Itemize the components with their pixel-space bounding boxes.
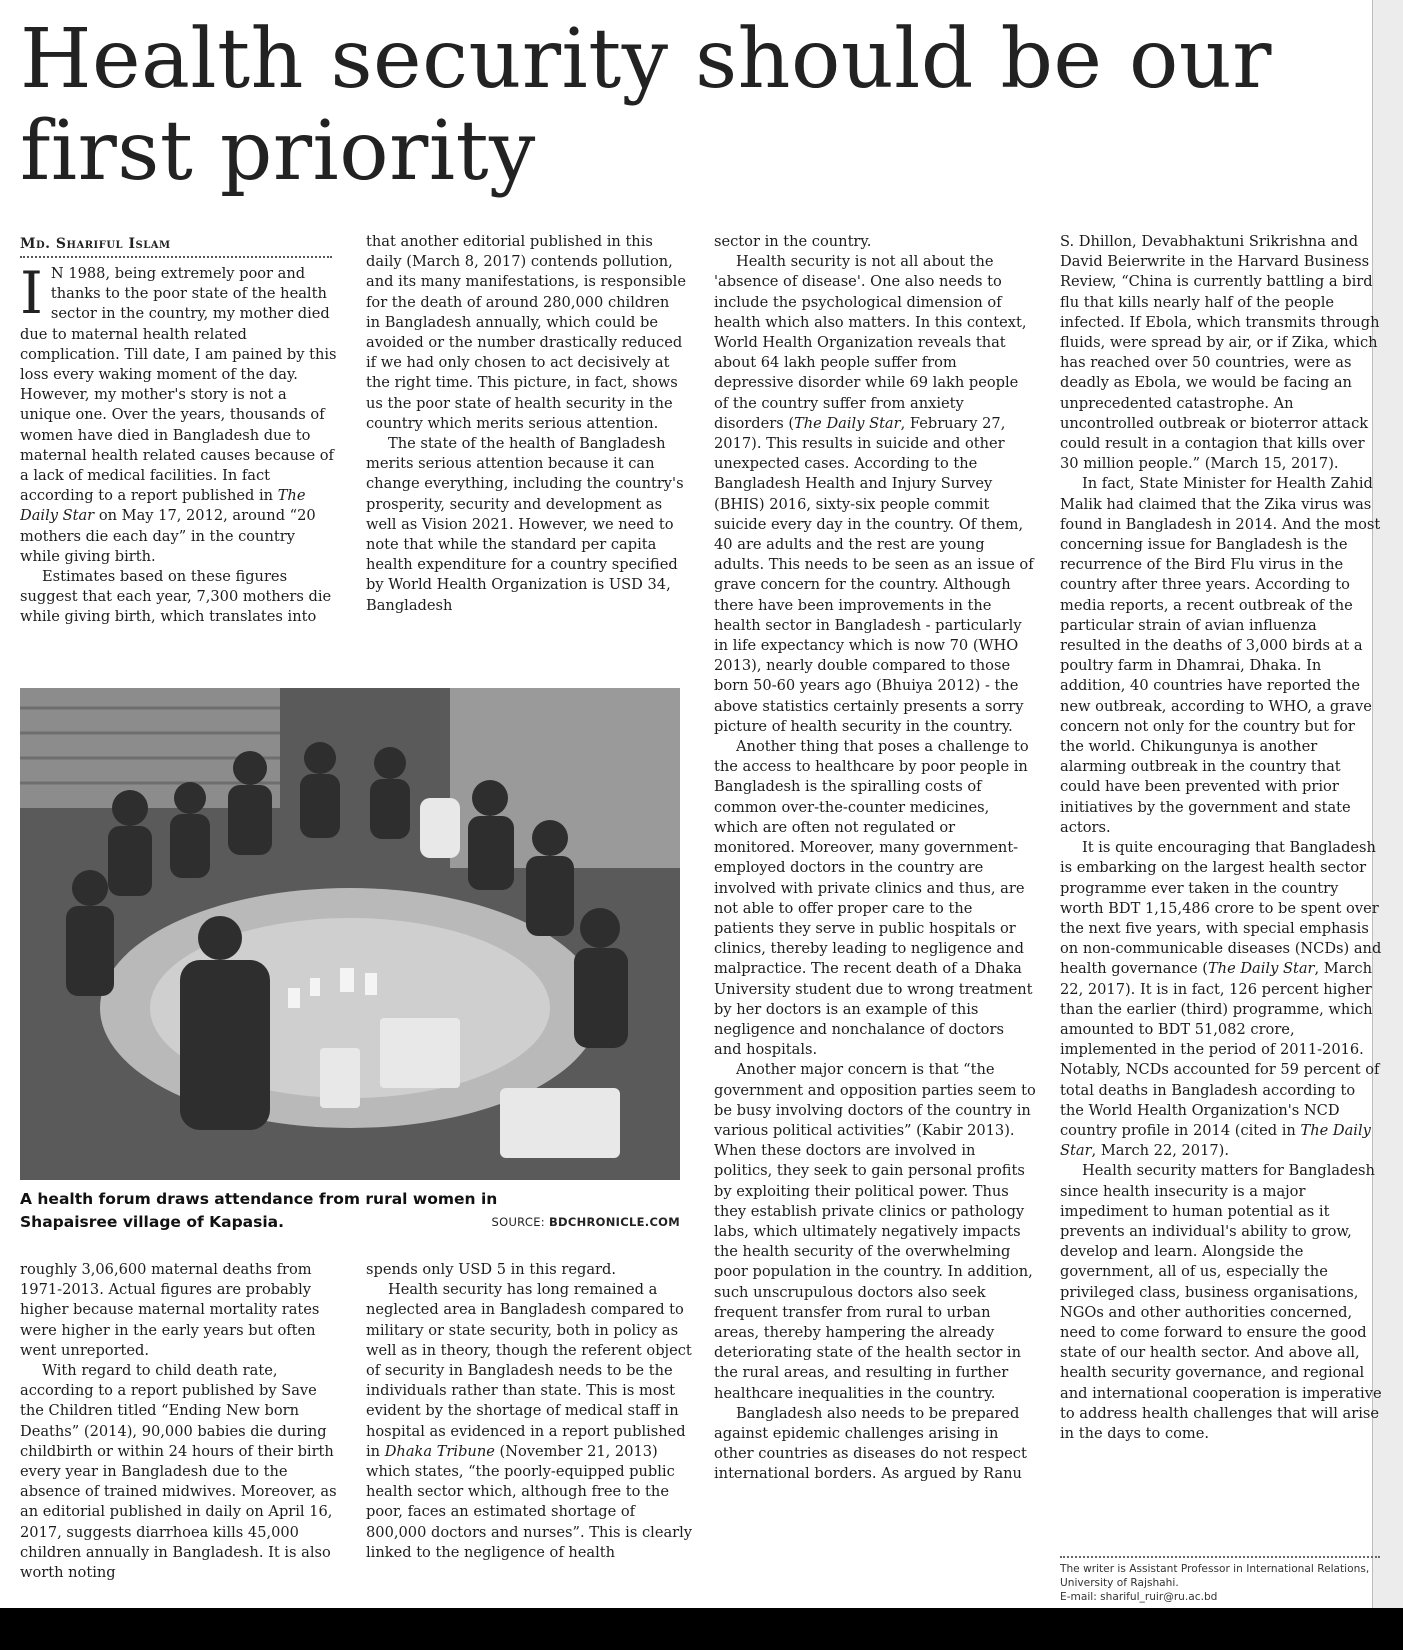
photo-source: SOURCE: BDCHRONICLE.COM [491,1215,680,1229]
author-bio-text: The writer is Assistant Professor in International Relations, University of Rajshahi. [1060,1563,1370,1589]
paragraph: With regard to child death rate, according to a report published by Save the Children titled “Ending New born Deaths” (2014), 90,000 babies die during childbirth or within 24 hours of their birth every year in Bangladesh due to the absence of trained midwives. Moreover, as an editorial published in daily on April 16, 2017, suggests diarrhoea kills 45,000 children annually in Bangladesh. It is also worth noting [20,1362,337,1582]
paragraph: Estimates based on these figures suggest that each year, 7,300 mothers die while giving birth, which translates into [20,568,332,626]
column-2-top [366,232,686,664]
paragraph: S. Dhillon, Devabhaktuni Srikrishna and David Beierwrite in the Harvard Business Review, “China is currently battling a bird flu that kills nearly half of the people infected. If Ebola, which transmits through fluids, were spread by air, or if Zika, which has reached over 50 countries, were as deadly as Ebola, we would be facing an unprecedented catastrophe. An uncontrolled outbreak or bioterror attack could result in a contagion that kills over 30 million people.” (March 15, 2017). [1060,233,1380,473]
byline: Md. Shariful Islam [20,236,332,258]
author-email[interactable]: E-mail: shariful_ruir@ru.ac.bd [1060,1591,1218,1603]
column-1-bottom [20,1260,338,1608]
paragraph: spends only USD 5 in this regard. [366,1261,617,1278]
paragraph: The state of the health of Bangladesh merits serious attention because it can change everything, including the country's prosperity, security and development as well as Vision 2021. However, we need to note that while the standard per capita health expenditure for a country specified by World Health Organization is USD 34, Bangladesh [366,435,684,614]
paragraph: Health security is not all about the 'absence of disease'. One also needs to include the psychological dimension of health which also matters. In this context, World Health Organization reveals that about 64 lakh people suffer from depressive disorder while 69 lakh people of the country suffer from anxiety disorders (The Daily Star, February 27, 2017). This results in suicide and other unexpected cases. According to the Bangladesh Health and Injury Survey (BHIS) 2016, sixty-six people commit suicide every day in the country. Of them, 40 are adults and the rest are young adults. This needs to be seen as an issue of grave concern for the country. Although there have been improvements in the health sector in Bangladesh - particularly in life expectancy which is now 70 (WHO 2013), nearly double compared to those born 50-60 years ago (Bhuiya 2012) - the above statistics certainly presents a sorry picture of health security in the country. [714,253,1034,735]
bottom-bar [0,1608,1403,1650]
paragraph: roughly 3,06,600 maternal deaths from 1971-2013. Actual figures are probably higher because maternal mortality rates were higher in the early years but often went unreported. [20,1261,320,1359]
paragraph: In fact, State Minister for Health Zahid Malik had claimed that the Zika virus was found in Bangladesh in 2014. And the most concerning issue for Bangladesh is the recurrence of the Bird Flu virus in the country after three years. According to media reports, a recent outbreak of the particular strain of avian influenza resulted in the deaths of 3,000 birds at a poultry farm in Dhamrai, Dhaka. In addition, 40 countries have reported the new outbreak, according to WHO, a grave concern not only for the country but for the world. Chikungunya is another alarming outbreak in the country that could have been prevented with prior initiatives by the government and state actors. [1060,475,1381,836]
paragraph: Another thing that poses a challenge to the access to healthcare by poor people in Bangladesh is the spiralling costs of common over-the-counter medicines, which are often not regulated or monitored. Moreover, many government-employed doctors in the country are involved with private clinics and thus, are not able to offer proper care to the patients they serve in public hospitals or clinics, thereby leading to negligence and malpractice. The recent death of a Dhaka University student due to wrong treatment by her doctors is an example of this negligence and nonchalance of doctors and hospitals. [714,738,1033,1059]
column-2-bottom [366,1260,694,1608]
paragraph: Health security has long remained a neglected area in Bangladesh compared to military or state security, both in policy as well as in theory, though the referent object of security in Bangladesh needs to be the individuals rather than state. This is most evident by the shortage of medical staff in hospital as evidenced in a report published in Dhaka Tribune (November 21, 2013) which states, “the poorly-equipped public health sector which, although free to the poor, faces an estimated shortage of 800,000 doctors and nurses”. This is clearly linked to the negligence of health [366,1281,693,1561]
photo-caption: A health forum draws attendance from rural women in Shapaisree village of Kapasia. [20,1190,498,1231]
article-photo [20,688,680,1180]
author-bio [1060,1556,1380,1604]
headline: Health security should be our first priority [20,12,1272,199]
paragraph: Bangladesh also needs to be prepared against epidemic challenges arising in other countries as diseases do not respect international borders. As argued by Ranu [714,1404,1027,1483]
paragraph: Another major concern is that “the government and opposition parties seem to be busy involving doctors of the country in various political activities” (Kabir 2013). When these doctors are involved in politics, they seek to gain personal profits by exploiting their political power. Thus they establish private clinics or pathology labs, which ultimately negatively impacts the health security of the overwhelming poor population in the country. In addition, such unscrupulous doctors also seek frequent transfer from rural to urban areas, thereby hampering the already deteriorating state of the health sector in the rural areas, and resulting in further healthcare inequalities in the country. [714,1061,1036,1402]
photo-illustration [20,688,680,1180]
paragraph: sector in the country. [714,233,872,250]
paragraph: It is quite encouraging that Bangladesh is embarking on the largest health sector programme ever taken in the country worth BDT 1,15,486 crore to be spent over the next five years, with special emphasis on non-communicable diseases (NCDs) and health governance (The Daily Star, March 22, 2017). It is in fact, 126 percent higher than the earlier (third) programme, which amounted to BDT 51,082 crore, implemented in the period of 2011-2016. Notably, NCDs accounted for 59 percent of total deaths in Bangladesh according to the World Health Organization's NCD country profile in 2014 (cited in The Daily Star, March 22, 2017). [1060,839,1382,1160]
column-1-top [20,264,338,664]
paragraph: that another editorial published in this daily (March 8, 2017) contends pollution, and its many manifestations, is responsible for the death of around 280,000 children in Bangladesh annually, which could be avoided or the number drastically reduced if we had only chosen to act decisively at the right time. This picture, in fact, shows us the poor state of health security in the country which merits serious attention. [366,233,686,432]
drop-cap: I [20,264,43,327]
paragraph: I N 1988, being extremely poor and thanks to the poor state of the health sector in the country, my mother died due to maternal health related complication. Till date, I am pained by this loss every waking moment of the day. However, my mother's story is not a unique one. Over the years, thousands of women have died in Bangladesh due to maternal health related causes because of a lack of medical facilities. In fact according to a report published in The Daily Star on May 17, 2012, around “20 mothers die each day” in the country while giving birth. [20,264,337,565]
column-3 [714,232,1036,1608]
column-4 [1060,232,1382,1550]
paragraph: Health security matters for Bangladesh since health insecurity is a major impediment to human potential as it prevents an individual's ability to grow, develop and learn. Alongside the government, all of us, especially the privileged class, business organisations, NGOs and other authorities concerned, need to come forward to ensure the good state of our health sector. And above all, health security governance, and regional and international cooperation is imperative to address health challenges that will arise in the days to come. [1060,1162,1382,1442]
